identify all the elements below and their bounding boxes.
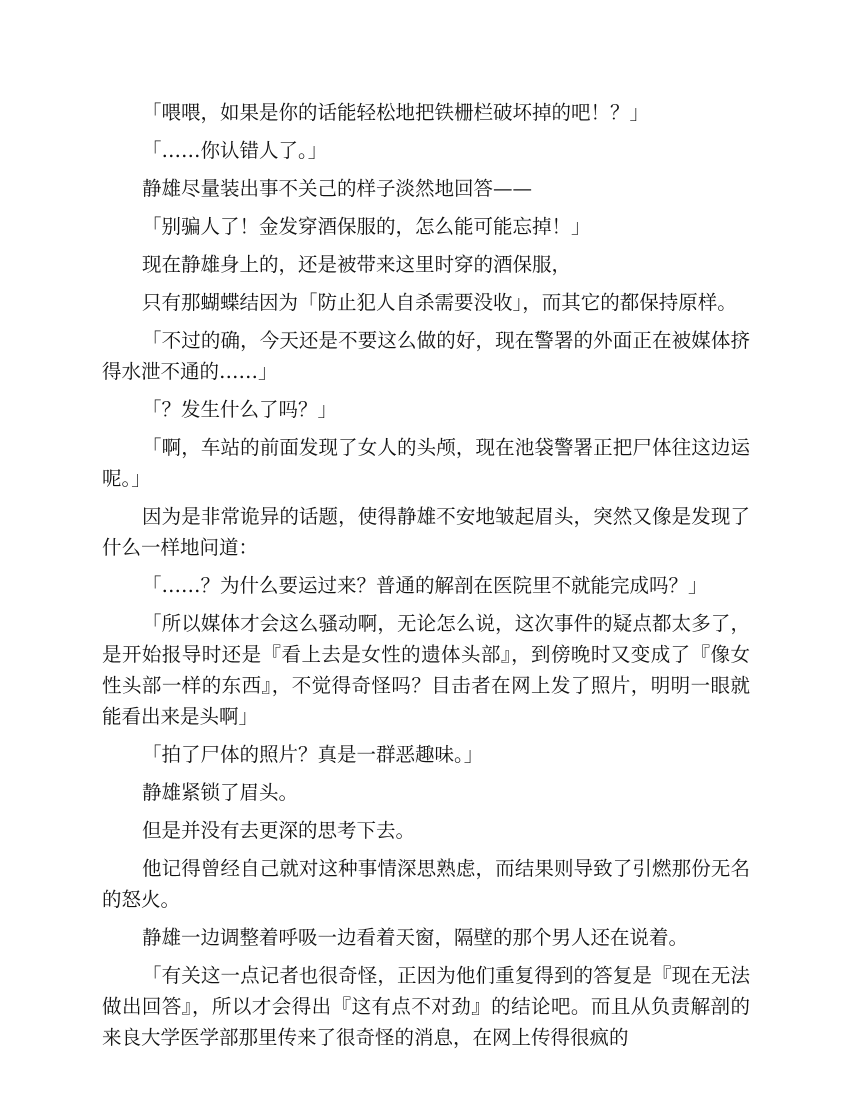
paragraph: 「？发生什么了吗？」 (142, 398, 338, 421)
paragraph: 只有那蝴蝶结因为「防止犯人自杀需要没收」，而其它的都保持原样。 (142, 291, 737, 314)
paragraph: 现在静雄身上的，还是被带来这里时穿的酒保服， (142, 253, 572, 276)
paragraph: 静雄一边调整着呼吸一边看着天窗，隔壁的那个男人还在说着。 (142, 926, 689, 949)
paragraph: 「喂喂，如果是你的话能轻松地把铁栅栏破坏掉的吧！？」 (142, 101, 650, 124)
paragraph: 他记得曾经自己就对这种事情深思熟虑，而结果则导致了引燃那份无名的怒火。 (102, 857, 750, 911)
paragraph: 「拍了尸体的照片？真是一群恶趣味。」 (142, 743, 484, 766)
paragraph: 「……你认错人了。」 (142, 139, 328, 162)
paragraph: 静雄紧锁了眉头。 (142, 781, 299, 804)
paragraph: 「别骗人了！金发穿酒保服的，怎么能可能忘掉！」 (142, 215, 591, 238)
document-page (102, 97, 750, 1060)
paragraph: 「啊，车站的前面发现了女人的头颅，现在池袋警署正把尸体往这边运呢。」 (102, 436, 750, 490)
paragraph: 「有关这一点记者也很奇怪，正因为他们重复得到的答复是『现在无法做出回答』，所以才会得出『这有点不对劲』的结论吧。而且从负责解剖的来良大学医学部那里传来了很奇怪的消息，在网上传得很疯的 (102, 964, 750, 1049)
paragraph: 但是并没有去更深的思考下去。 (142, 819, 416, 842)
paragraph: 「不过的确，今天还是不要这么做的好，现在警署的外面正在被媒体挤得水泄不通的……」 (102, 329, 750, 383)
paragraph: 「……？为什么要运过来？普通的解剖在医院里不就能完成吗？」 (142, 574, 708, 597)
paragraph: 静雄尽量装出事不关己的样子淡然地回答—— (142, 177, 533, 200)
paragraph: 「所以媒体才会这么骚动啊，无论怎么说，这次事件的疑点都太多了，是开始报导时还是『看上去是女性的遗体头部』，到傍晚时又变成了『像女性头部一样的东西』，不觉得奇怪吗？目击者在网上发了照片，明明一眼就能看出来是头啊」 (102, 612, 750, 728)
paragraph: 因为是非常诡异的话题，使得静雄不安地皱起眉头，突然又像是发现了什么一样地问道： (102, 505, 750, 559)
